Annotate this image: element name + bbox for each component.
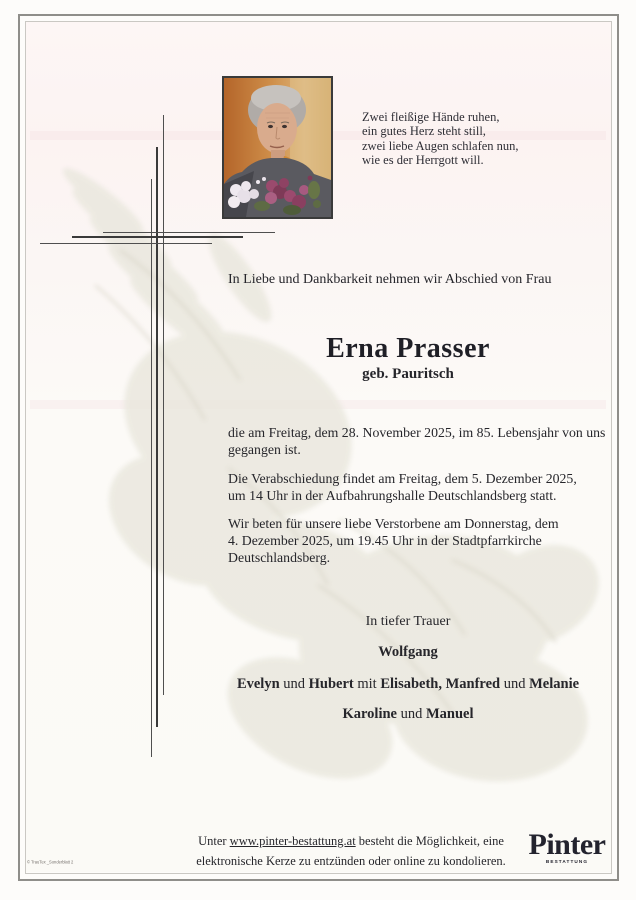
paragraph-passing bbox=[228, 424, 605, 458]
intro-line: In Liebe und Dankbarkeit nehmen wir Abschied von Frau bbox=[228, 272, 552, 287]
paragraph-line: Die Verabschiedung findet am Freitag, dem 5. Dezember 2025, bbox=[228, 471, 577, 486]
mourner-name: Manuel bbox=[425, 706, 474, 722]
mourning-heading: In tiefer Trauer bbox=[365, 614, 451, 629]
footer-note bbox=[171, 832, 531, 871]
paragraph-line: gegangen ist. bbox=[228, 442, 301, 458]
website-link[interactable]: www.pinter-bestattung.at bbox=[229, 834, 356, 848]
mourner-name: Elisabeth, Manfred bbox=[380, 676, 501, 692]
memorial-poem bbox=[362, 110, 519, 168]
paragraph-line: Deutschlandsberg. bbox=[228, 550, 331, 566]
mourner-name: Evelyn bbox=[236, 676, 280, 692]
footer-text: Unter bbox=[198, 834, 230, 848]
paragraph-line: Wir beten für unsere liebe Verstorbene am Donnerstag, dem bbox=[228, 516, 559, 531]
footer-line-2: elektronische Kerze zu entzünden oder online zu kondolieren. bbox=[196, 853, 506, 868]
connector-text: und bbox=[396, 706, 426, 722]
logo-tagline: BESTATTUNG bbox=[545, 860, 589, 865]
poem-line: Zwei fleißige Hände ruhen, bbox=[362, 110, 500, 124]
poem-line: wie es der Herrgott will. bbox=[362, 153, 484, 168]
print-credit: © TrauTex _Sonderblatt 2 bbox=[27, 861, 74, 866]
mourner-line-1: Wolfgang bbox=[378, 644, 438, 660]
logo-wordmark: Pinter bbox=[528, 828, 606, 861]
paragraph-line: um 14 Uhr in der Aufbahrungshalle Deutschlandsberg statt. bbox=[228, 488, 557, 504]
paragraph-line: 4. Dezember 2025, um 19.45 Uhr in der Stadtpfarrkirche bbox=[228, 533, 542, 549]
poem-line: ein gutes Herz steht still, bbox=[362, 124, 486, 139]
poem-line: zwei liebe Augen schlafen nun, bbox=[362, 138, 519, 153]
deceased-name: Erna Prasser bbox=[326, 333, 490, 364]
connector-text: und bbox=[279, 676, 309, 692]
mourner-name: Karoline bbox=[342, 706, 397, 722]
mourner-line-3 bbox=[228, 706, 588, 723]
connector-text: mit bbox=[353, 676, 381, 692]
footer-text: besteht die Möglichkeit, eine bbox=[355, 834, 504, 848]
mourner-name: Hubert bbox=[308, 676, 354, 692]
paragraph-line: die am Freitag, dem 28. November 2025, im 85. Lebensjahr von uns bbox=[228, 425, 606, 440]
pinter-logo bbox=[525, 830, 609, 866]
paragraph-farewell bbox=[228, 470, 577, 504]
mourner-name: Melanie bbox=[529, 676, 580, 692]
connector-text: und bbox=[500, 676, 530, 692]
portrait-photo bbox=[222, 76, 333, 219]
mourner-line-2 bbox=[228, 676, 588, 693]
footer-line-1 bbox=[171, 832, 531, 852]
paragraph-prayer bbox=[228, 515, 559, 567]
maiden-name: geb. Pauritsch bbox=[362, 366, 454, 382]
